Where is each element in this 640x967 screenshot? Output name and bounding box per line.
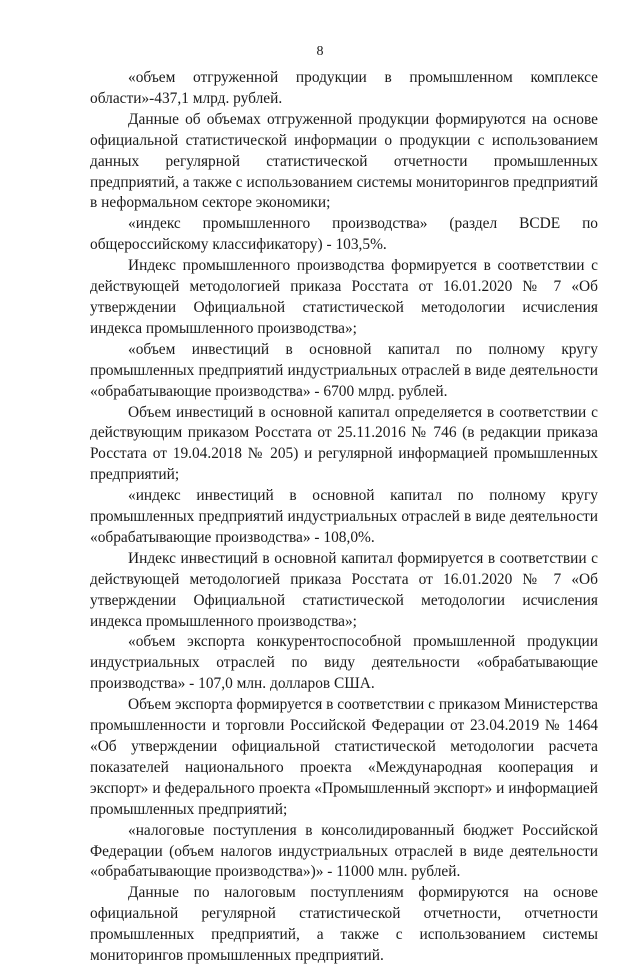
document-body [90, 68, 598, 967]
paragraph-investment-volume-method: Объем инвестиций в основной капитал определяется в соответствии с действующим приказом Росстата от 25.11.2016 № 746 (в редакции приказа Росстата от 19.04.2018 № 205) и регулярной информацией промышленных предприятий; [90, 403, 598, 484]
paragraph-industrial-index: «индекс промышленного производства» (раздел BCDE по общероссийскому классификатору) - 103,5%. [90, 215, 598, 254]
paragraph-investment-index: «индекс инвестиций в основной капитал по полному кругу промышленных предприятий индустриальных отраслей в виде деятельности «обрабатывающие производства» - 108,0%. [90, 487, 598, 546]
paragraph-export-data-source: Данные об объемах отгруженной продукции формируются на основе официальной статистической информации о продукции с использованием данных регулярной статистической отчетности промышленных предприятий, а также с использованием системы мониторингов предприятий в неформальном секторе экономики; [90, 110, 598, 212]
paragraph-investment-volume: «объем инвестиций в основной капитал по полному кругу промышленных предприятий индустриальных отраслей в виде деятельности «обрабатывающие производства» - 6700 млрд. рублей. [90, 340, 598, 400]
paragraph-tax-data-source: Данные по налоговым поступлениям формируются на основе официальной регулярной статистической отчетности, отчетности промышленных предприятий, а также с использованием системы мониторингов промышленных предприятий. [90, 884, 598, 965]
paragraph-industrial-index-method: Индекс промышленного производства формируется в соответствии с действующей методологией приказа Росстата от 16.01.2020 № 7 «Об утверждении Официальной статистической методологии исчисления индекса промышленного производства»; [90, 257, 598, 337]
paragraph-investment-index-method: Индекс инвестиций в основной капитал формируется в соответствии с действующей методологией приказа Росстата от 16.01.2020 № 7 «Об утверждении Официальной статистической методологии исчисления индекса промышленного производства»; [90, 549, 598, 630]
paragraph-export-method: Объем экспорта формируется в соответствии с приказом Министерства промышленности и торговли Российской Федерации от 23.04.2019 № 1464 «Об утверждении официальной статистической методологии расчета показателей национального проекта «Международная кооперация и экспорт» и федерального проекта «Промышленный экспорт» и информацией промышленных предприятий; [90, 696, 598, 818]
page-number: 8 [316, 44, 324, 59]
paragraph-export-competitive: «объем экспорта конкурентоспособной промышленной продукции индустриальных отраслей по виду деятельности «обрабатывающие производства» - 107,0 млн. долларов США. [90, 633, 598, 693]
paragraph-export-volume: «объем отгруженной продукции в промышленном комплексе области»-437,1 млрд. рублей. [90, 69, 598, 107]
paragraph-tax-revenue: «налоговые поступления в консолидированный бюджет Российской Федерации (объем налогов индустриальных отраслей в виде деятельности «обрабатывающие производства»)» - 11000 млн. рублей. [90, 821, 598, 881]
